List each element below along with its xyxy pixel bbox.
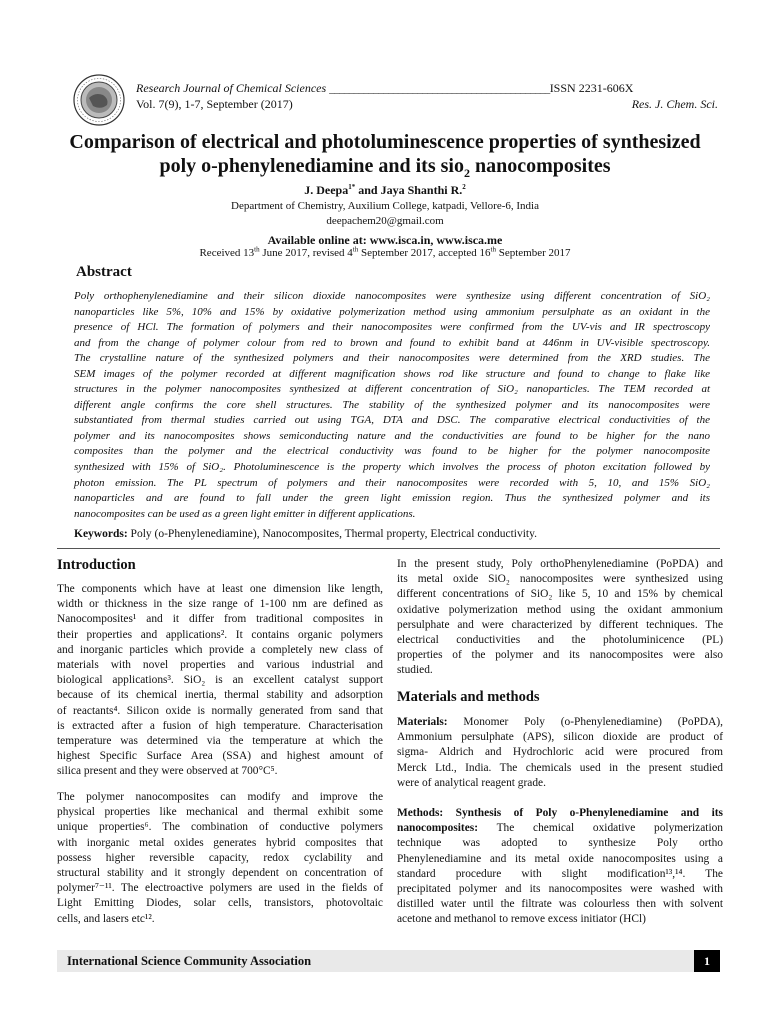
intro-line: Light Emitting Diodes, solar cells, transistors, photovoltaic: [57, 897, 383, 910]
intro-heading: Introduction: [57, 557, 136, 573]
abstract-line: composites than the polymer and the electrical conductivity was found to be higher for the polymer nanocomposite: [74, 445, 710, 458]
issn: ISSN 2231-606X: [549, 81, 634, 95]
abstract-line: presence of HCl. The formation of polymers and their nanocomposites were confirmed from the UV-vis and IR spectroscopy: [74, 321, 710, 334]
received-sup: th: [254, 245, 260, 254]
methods-line: standard procedure with slight modification¹³,¹⁴. The: [397, 867, 723, 880]
abstract-line: different angle confirms the core shell structures. The stability of the synthesized polymer and its nanocomposites were: [74, 398, 710, 411]
methods-line: technique was adopted to synthesize Poly ortho: [397, 837, 723, 850]
abstract-line: nanoparticles and are found to fall under the green light emission region. Thus the synthesized polymer and its: [74, 492, 710, 505]
author-1-sup: 1*: [348, 183, 356, 191]
author-2-sup: 2: [462, 183, 466, 191]
journal-logo-seal: [73, 74, 125, 126]
keywords: [74, 528, 537, 540]
right-line: studied.: [397, 664, 433, 677]
materials-line: [397, 715, 723, 730]
accepted-end: September 2017: [495, 247, 571, 259]
revised-text: June 2017, revised 4: [259, 247, 353, 259]
methods-label: Methods: Synthesis of Poly o-Phenylenediamine and its: [397, 807, 723, 819]
intro-line: biological applications³. SiO₂ is an excellent catalyst support: [57, 674, 383, 687]
abstract-line: photon emission. The PL spectrum of polymers and their nanocomposites were recorded with 5, 10, and 15% SiO₂: [74, 476, 710, 489]
volume-info: [136, 97, 293, 112]
abstract-line: The crystalline nature of the synthesized polymers and their nanocomposites were determined from the XRD studies. The: [74, 352, 710, 365]
abstract-line: synthesized with 15% of SiO₂. Photoluminescence is the property which involves the process of photon excitation followed by: [74, 461, 710, 474]
page-number: 1: [694, 950, 720, 972]
keywords-text: Poly (o-Phenylenediamine), Nanocomposites, Thermal property, Electrical conductivity.: [127, 528, 537, 540]
volume-text: Vol. 7(9), 1-7, September (2017): [136, 97, 293, 111]
intro-line: materials with novel properties and various industrial and: [57, 659, 383, 672]
intro-line: temperature was determined via the temperature at which the: [57, 735, 383, 748]
affiliation: Department of Chemistry, Auxilium College, katpadi, Vellore-6, India: [231, 200, 539, 212]
abstract-line: nanocomposites can be used as a green light emitter in different applications.: [74, 507, 416, 520]
abstract-heading: Abstract: [76, 264, 132, 280]
intro-line: and inorganic particles which provide a completely new class of: [57, 643, 383, 656]
journal-header: [136, 81, 633, 97]
abstract-line: structures in the polymer nanocomposites synthesized at different concentration of SiO₂ nanoparticles. The TEM recorded at: [74, 383, 710, 396]
methods-heading: Materials and methods: [397, 689, 540, 705]
title-line-1: Comparison of electrical and photoluminescence properties of synthesized: [69, 131, 701, 153]
intro-line: The components which have at least one dimension like length,: [57, 583, 383, 595]
title-subscript: 2: [463, 166, 470, 180]
materials-line: Ammonium persulphate (APS), silicon dioxide are product of: [397, 731, 723, 744]
header-rule: _____________________________________________: [329, 83, 550, 95]
author-1: J. Deepa: [304, 183, 349, 197]
intro-line: Nanocomposites¹ and it differ from traditional composites in: [57, 613, 383, 626]
author-2: and Jaya Shanthi R.: [355, 183, 463, 197]
keywords-label: Keywords:: [74, 528, 128, 540]
right-line: different concentrations of SiO₂ like 5, 10 and 15% by chemical: [397, 588, 723, 601]
right-line: In the present study, Poly orthoPhenylenediamine (PoPDA) and: [397, 558, 723, 570]
methods-line: [397, 821, 723, 836]
footer-association: International Science Community Association: [67, 954, 312, 968]
methods-line: Phenylenediamine and its metal oxide nanocomposites using a: [397, 852, 723, 865]
paper-title: [0, 130, 770, 178]
accepted-sup: th: [490, 245, 496, 254]
right-line: properties of the polymer and its nanocomposites were also: [397, 649, 723, 662]
materials-line: sigma- Aldrich and Hydrochloric acid were procured from: [397, 746, 723, 759]
intro-line: highest Specific Surface Area (SSA) and highest amount of: [57, 750, 383, 763]
intro-line: structural stability and it strongly dependent on concentration of: [57, 867, 383, 880]
intro-line: unique properties⁶. The combination of conductive polymers: [57, 821, 383, 834]
right-line: oxidative polymerization method using the oxidant ammonium: [397, 603, 723, 616]
methods-text: The chemical oxidative polymerization: [478, 822, 723, 835]
abstract-body: [74, 289, 710, 522]
abstract-line: polymer and its nanocomposites shows semiconducting nature and the conductivities are found to be higher for the nano: [74, 429, 710, 442]
methods-label-2: nanocomposites:: [397, 822, 479, 835]
materials-line: were of analytical reagent grade.: [397, 776, 546, 789]
intro-line: polymer⁷⁻¹¹. The electroactive polymers are used in the fields of: [57, 882, 383, 895]
materials-paragraph: [397, 715, 723, 791]
received-dates: [0, 246, 770, 261]
title-line-2-tail: nanocomposites: [469, 155, 611, 177]
intro-line: silica present and they were observed at 700°C⁵.: [57, 765, 278, 778]
received-text: Received 13: [199, 247, 255, 259]
authors: [0, 183, 770, 198]
section-divider: [57, 548, 720, 549]
abstract-line: nanoparticles like 5%, 10% and 15% by oxidative polymerization method using ammonium persulphate as an oxidant in the: [74, 305, 710, 318]
intro-line: is extracted after a fusion of high temperature. Characterisation: [57, 719, 383, 732]
title-line-2: [0, 154, 770, 178]
title-line-2-text: poly o-phenylenediamine and its sio: [159, 155, 464, 177]
accepted-text: September 2017, accepted 16: [358, 247, 491, 259]
intro-line: The polymer nanocomposites can modify and improve the: [57, 791, 383, 803]
intro-paragraph-1: [57, 582, 383, 780]
abstract-line: substantiated from thermal studies carried out using TGA, DTA and DSC. The comparative electrical conductivities of the: [74, 414, 710, 427]
methods-line: acetone and methanol to remove excess initiator (HCl): [397, 913, 646, 926]
methods-paragraph: [397, 806, 723, 928]
intro-line: of reactants⁴. Silicon oxide is normally generated from sand that: [57, 704, 383, 717]
materials-label: Materials:: [397, 716, 448, 728]
methods-line: distilled water until the filtrate was colourless then with solvent: [397, 898, 723, 911]
right-line: persulphate and were characterized by different techniques. The: [397, 618, 723, 631]
intro-line: physical properties like mechanical and thermal exhibit some: [57, 806, 383, 819]
page-footer: [57, 950, 720, 972]
intro-paragraph-2: [57, 790, 383, 927]
revised-sup: th: [352, 245, 359, 254]
methods-line: precipitated polymer and its nanocomposites were washed with: [397, 883, 723, 896]
right-line: its metal oxide SiO₂ nanocomposites were synthesized using: [397, 573, 723, 586]
intro-line: cells, and lasers etc¹².: [57, 912, 155, 925]
abstract-line: Poly orthophenylenediamine and their silicon dioxide nanocomposites were synthesize using different concentration of SiO₂: [74, 290, 710, 302]
journal-abbrev: Res. J. Chem. Sci.: [631, 97, 718, 111]
materials-text: Monomer Poly (o-Phenylenediamine) (PoPDA),: [447, 716, 723, 728]
intro-line: width or thickness in the size range of 1-100 nm are defined as: [57, 598, 383, 611]
abstract-line: and from the change of polymer colour from red to brown and found to exhibit band at 446nm in UV-visible spectroscopy.: [74, 336, 710, 349]
right-line: electrical conductivities and the photoluminicence (PL): [397, 634, 723, 647]
materials-line: Merck Ltd., India. The chemicals used in the present studied: [397, 761, 723, 774]
journal-name: Research Journal of Chemical Sciences: [136, 81, 327, 95]
abstract-line: SEM images of the polymer recorded at different magnification shows rod like structure and found to change to flake like: [74, 367, 710, 380]
right-paragraph-1: [397, 557, 723, 679]
intro-line: their properties and applications². It contains organic polymers: [57, 628, 383, 641]
email: deepachem20@gmail.com: [326, 215, 444, 227]
intro-line: with inorganic metal oxides generates hybrid composites that: [57, 836, 383, 849]
intro-line: possess higher reversible capacity, redox cyclability and: [57, 851, 383, 864]
available-online: Available online at: www.isca.in, www.isca.me: [267, 233, 503, 247]
intro-line: because of its chemical inertia, thermal stability and adsorption: [57, 689, 383, 702]
